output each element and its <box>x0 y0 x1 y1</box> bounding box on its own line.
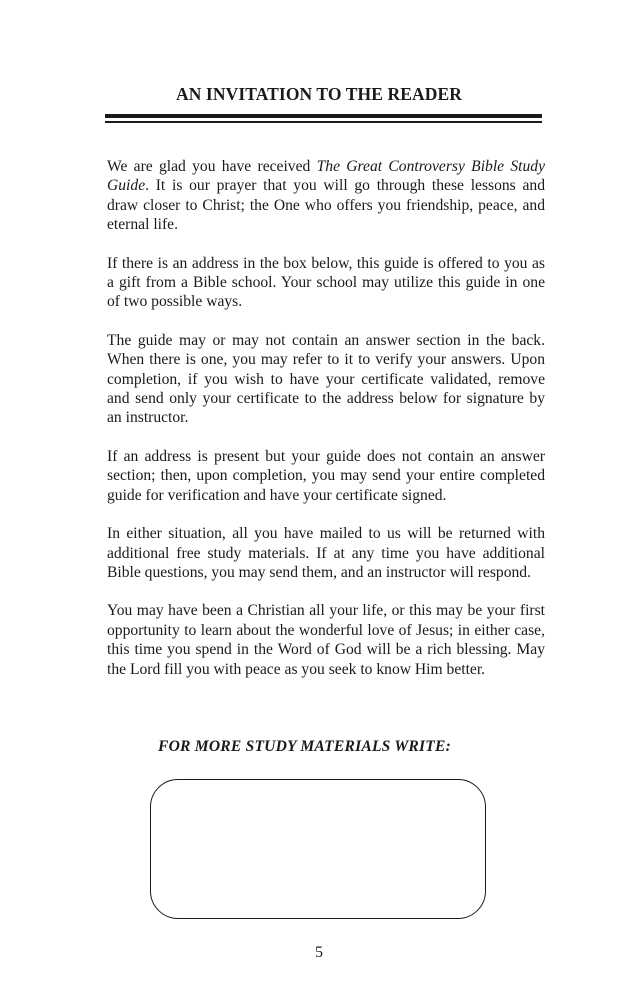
paragraph-answer-section: The guide may or may not contain an answer section in the back. When there is one, you may refer to it to verify your answers. Upon completion, if you wish to have your certificate validated, remove and send only your certificate to the address below for signature by an instructor. <box>107 331 545 427</box>
page-number: 5 <box>315 944 323 961</box>
body-text <box>107 157 545 679</box>
page-title: AN INVITATION TO THE READER <box>175 84 462 104</box>
paragraph-address-gift: If there is an address in the box below, this guide is offered to you as a gift from a Bible school. Your school may utilize this guide in one of two possible ways. <box>107 254 545 311</box>
write-heading: FOR MORE STUDY MATERIALS WRITE: <box>158 738 452 755</box>
paragraph-intro <box>107 157 545 235</box>
intro-rest: . It is our prayer that you will go through these lessons and draw closer to Christ; the One who offers you friendship, peace, and eternal life. <box>107 177 545 234</box>
heading-rule-thin <box>105 121 542 123</box>
paragraph-closing: You may have been a Christian all your life, or this may be your first opportunity to learn about the wonderful love of Jesus; in either case, this time you spend in the Word of God will be a rich blessing. May the Lord fill you with peace as you seek to know Him better. <box>107 602 545 678</box>
intro-lead: We are glad you have received <box>107 158 317 175</box>
paragraph-no-answer-section: If an address is present but your guide does not contain an answer section; then, upon completion, you may send your entire completed guide for verification and have your certificate signed. <box>107 447 545 504</box>
heading-rule-thick <box>105 114 542 118</box>
paragraph-either-situation: In either situation, all you have mailed to us will be returned with additional free study materials. If at any time you have additional Bible questions, you may send them, and an instructor will respond. <box>107 525 545 581</box>
guide-title: The Great Controversy Bible Study Guide <box>107 158 545 195</box>
address-box <box>150 779 486 919</box>
